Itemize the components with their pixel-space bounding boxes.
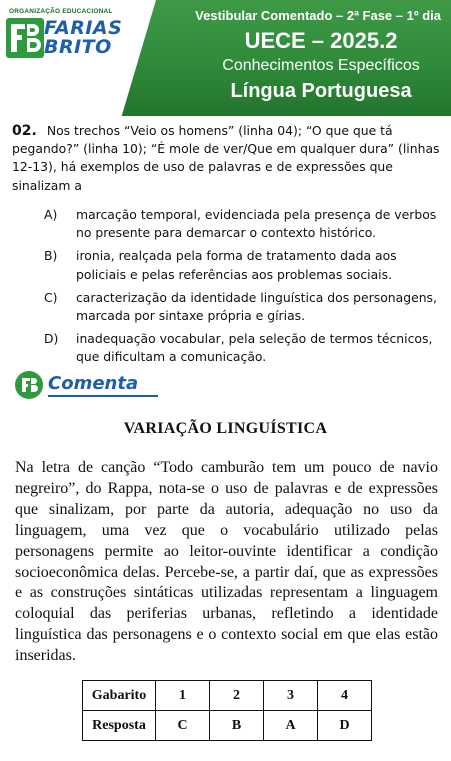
answer-2: B [210, 711, 264, 741]
option-text: marcação temporal, evidenciada pela presença de verbos no presente para demarcar o contexto histórico. [76, 207, 437, 241]
option-a [44, 206, 444, 242]
comenta-logo [14, 370, 214, 400]
option-d [44, 330, 444, 366]
exam-subtitle: Vestibular Comentado – 2ª Fase – 1º dia [195, 8, 441, 23]
answer-4: D [318, 711, 372, 741]
exam-subject: Língua Portuguesa [230, 80, 412, 102]
logo-name-line1: FARIAS [44, 17, 123, 39]
logo-name-line2: BRITO [44, 36, 112, 58]
exam-section: Conhecimentos Específicos [222, 57, 420, 74]
answer-3: A [264, 711, 318, 741]
question-col-2: 2 [210, 681, 264, 711]
commentary-title: VARIAÇÃO LINGUÍSTICA [123, 420, 328, 437]
fb-logo-icon [6, 18, 44, 58]
header-banner [0, 0, 451, 116]
option-letter: C) [44, 289, 58, 305]
option-letter: D) [44, 331, 59, 347]
gabarito-label: Gabarito [83, 681, 156, 711]
table-row [83, 711, 372, 741]
answer-table [82, 680, 372, 741]
logo-tagline: ORGANIZAÇÃO EDUCACIONAL [9, 8, 113, 15]
resposta-label: Resposta [83, 711, 156, 741]
table-row [83, 681, 372, 711]
option-text: inadequação vocabular, pela seleção de termos técnicos, que dificultam a comunicação. [76, 331, 433, 365]
comenta-label: Comenta [48, 373, 139, 394]
answer-1: C [156, 711, 210, 741]
option-b [44, 247, 444, 283]
option-c [44, 289, 444, 325]
question-col-3: 3 [264, 681, 318, 711]
question-number: 02. [12, 123, 37, 139]
answer-options [44, 206, 444, 372]
question-col-1: 1 [156, 681, 210, 711]
option-text: caracterização da identidade linguística dos personagens, marcada por sintaxe própria e gírias. [76, 289, 437, 324]
exam-title: UECE – 2025.2 [244, 28, 398, 53]
question-text: Nos trechos “Veio os homens” (linha 04); “O que que tá pegando?” (linha 10); “É mole de ver/Que em qualquer dura” (linhas 12-13), há exemplos de uso de palavras e de expressões que sinalizam a [12, 123, 440, 193]
option-letter: A) [44, 207, 58, 222]
option-text: ironia, realçada pela forma de tratamento dada aos policiais e pelas referências aos problemas sociais. [76, 248, 397, 282]
comenta-underline [48, 395, 158, 397]
question-stem [12, 122, 442, 195]
question-col-4: 4 [318, 681, 372, 711]
fb-logo-icon [14, 370, 44, 400]
option-letter: B) [44, 248, 58, 264]
commentary-body: Na letra de canção “Todo camburão tem um pouco de navio negreiro”, do Rappa, nota-se o uso de palavras e de expressões que sinalizam, por parte da autoria, adequação no uso da linguagem, uma vez que o vocabulário utilizado pelas personagens permite ao leitor-ouvinte identificar a condição socioeconômica delas. Percebe-se, a partir daí, que as expressões e as construções sintáticas utilizadas representam a linguagem coloquial das periferias urbanas, refletindo a identidade linguística das personagens e o contexto social em que elas estão inseridas. [15, 459, 438, 665]
